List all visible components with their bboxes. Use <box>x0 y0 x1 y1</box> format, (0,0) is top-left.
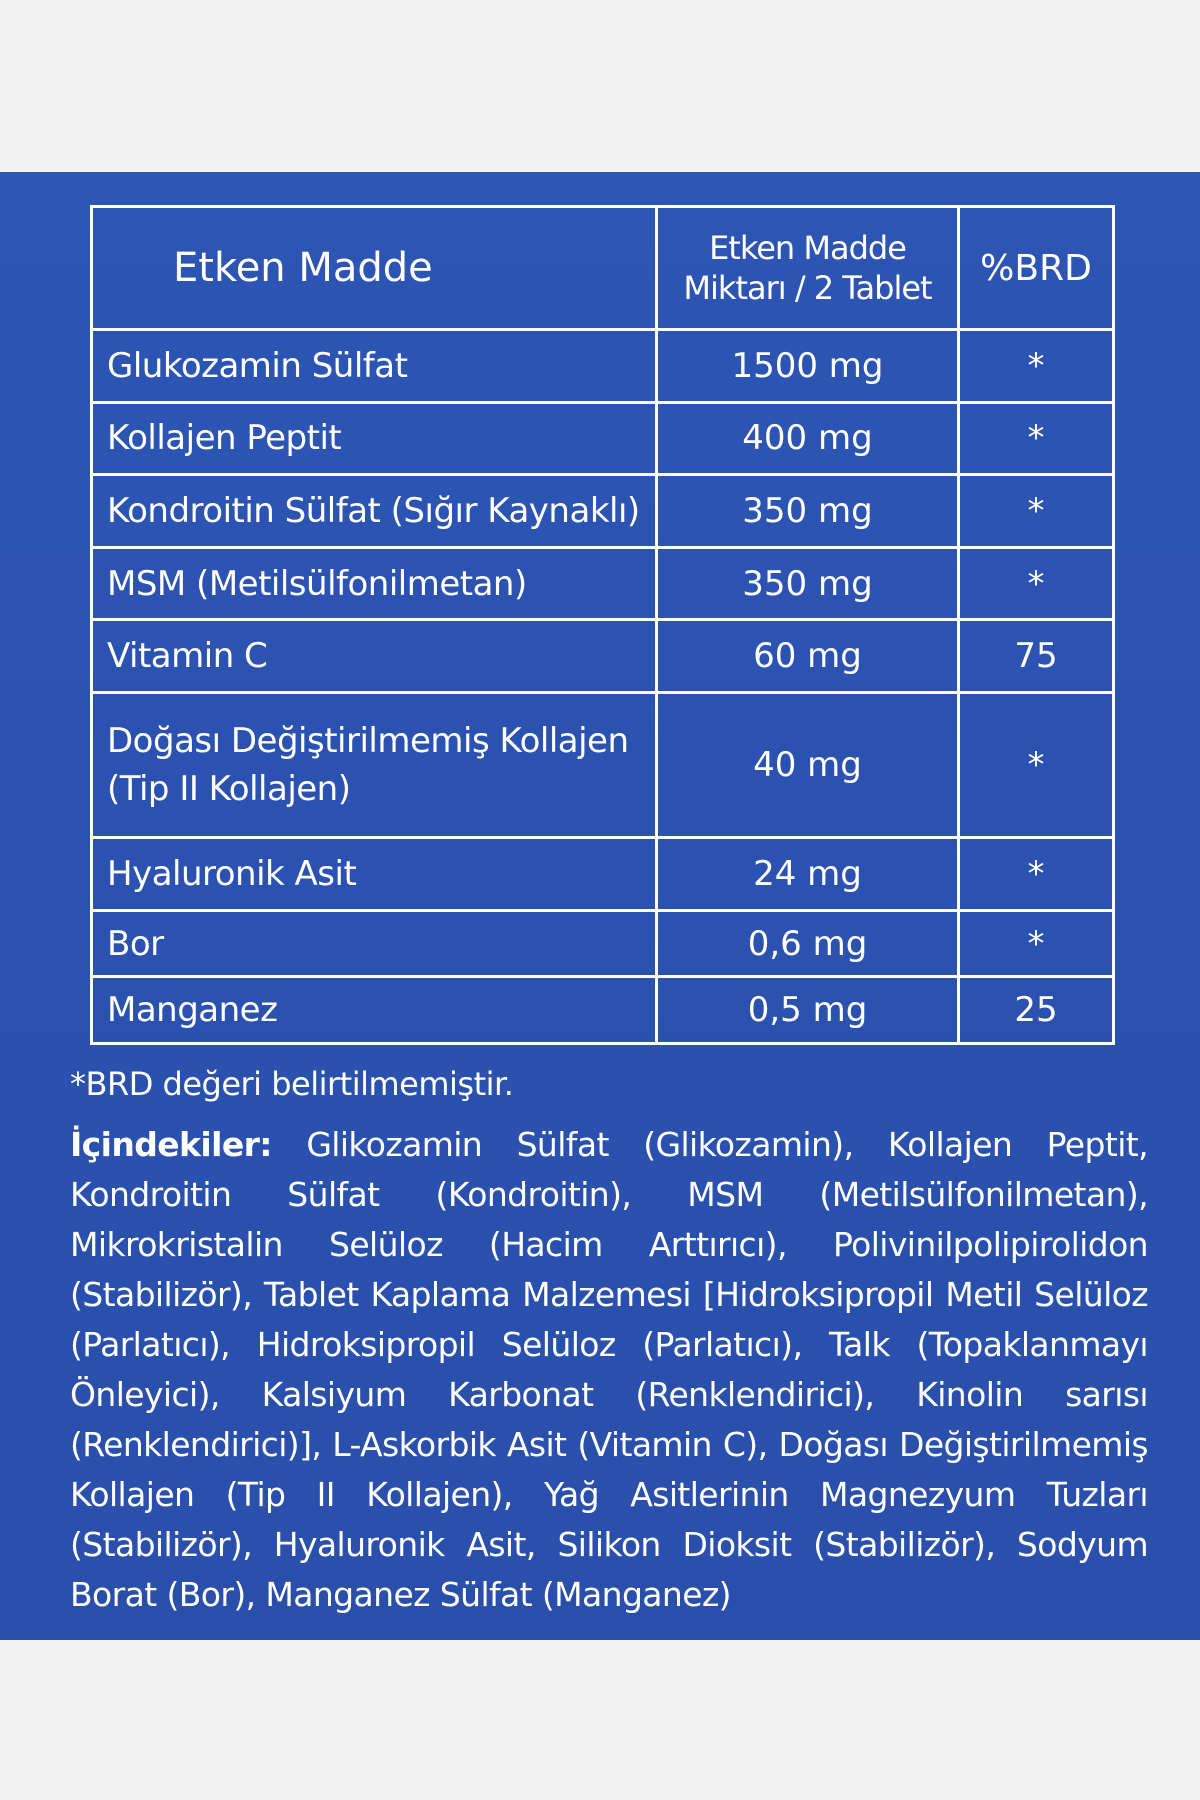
ingredient-brd: * <box>959 910 1114 977</box>
header-brd: %BRD <box>959 207 1114 330</box>
table-row <box>92 547 1114 620</box>
ingredient-name: Kondroitin Sülfat (Sığır Kaynaklı) <box>92 475 657 548</box>
table-row <box>92 475 1114 548</box>
ingredients-paragraph <box>70 1120 1148 1620</box>
table-row <box>92 692 1114 837</box>
ingredient-brd: * <box>959 547 1114 620</box>
ingredient-amount: 0,6 mg <box>657 910 959 977</box>
ingredient-name: Hyaluronik Asit <box>92 838 657 911</box>
ingredients-text: Glikozamin Sülfat (Glikozamin), Kollajen Peptit, Kondroitin Sülfat (Kondroitin), MSM (Metilsülfonilmetan), Mikrokristalin Selüloz (Hacim Arttırıcı), Polivinilpolipirolidon (Stabilizör), Tablet Kaplama Malzemesi [Hidroksipropil Metil Selüloz (Parlatıcı), Hidroksipropil Selüloz (Parlatıcı), Talk (Topaklanmayı Önleyici), Kalsiyum Karbonat (Renklendirici), Kinolin sarısı (Renklendirici)], L-Askorbik Asit (Vitamin C), Doğası Değiştirilmemiş Kollajen (Tip II Kollajen), Yağ Asitlerinin Magnezyum Tuzları (Stabilizör), Hyaluronik Asit, Silikon Dioksit (Stabilizör), Sodyum Borat (Bor), Manganez Sülfat (Manganez) <box>70 1125 1148 1614</box>
brd-footnote: *BRD değeri belirtilmemiştir. <box>70 1065 514 1103</box>
table-row <box>92 977 1114 1044</box>
table-header-row <box>92 207 1114 330</box>
ingredients-label: İçindekiler: <box>70 1125 272 1164</box>
table-row <box>92 330 1114 403</box>
table-row <box>92 838 1114 911</box>
ingredient-amount: 1500 mg <box>657 330 959 403</box>
header-ingredient: Etken Madde <box>92 207 657 330</box>
ingredient-name: Doğası Değiştirilmemiş Kollajen (Tip II Kollajen) <box>92 692 657 837</box>
ingredient-brd: * <box>959 330 1114 403</box>
ingredient-brd: * <box>959 475 1114 548</box>
ingredient-name: MSM (Metilsülfonilmetan) <box>92 547 657 620</box>
header-amount <box>657 207 959 330</box>
ingredient-brd: 25 <box>959 977 1114 1044</box>
ingredient-brd: * <box>959 402 1114 475</box>
ingredient-amount: 350 mg <box>657 475 959 548</box>
ingredient-amount: 350 mg <box>657 547 959 620</box>
table-row <box>92 910 1114 977</box>
ingredient-amount: 40 mg <box>657 692 959 837</box>
table-row <box>92 620 1114 693</box>
supplement-facts-table <box>90 205 1115 1045</box>
ingredient-brd: * <box>959 838 1114 911</box>
ingredient-amount: 400 mg <box>657 402 959 475</box>
ingredient-name: Kollajen Peptit <box>92 402 657 475</box>
ingredient-brd: * <box>959 692 1114 837</box>
ingredient-name: Bor <box>92 910 657 977</box>
ingredient-brd: 75 <box>959 620 1114 693</box>
ingredient-amount: 0,5 mg <box>657 977 959 1044</box>
ingredient-name: Manganez <box>92 977 657 1044</box>
ingredient-amount: 24 mg <box>657 838 959 911</box>
ingredient-amount: 60 mg <box>657 620 959 693</box>
header-amount-line1: Etken Madde <box>709 229 906 267</box>
header-amount-line2: Miktarı / 2 Tablet <box>683 269 932 307</box>
ingredient-name: Glukozamin Sülfat <box>92 330 657 403</box>
ingredient-name: Vitamin C <box>92 620 657 693</box>
table-row <box>92 402 1114 475</box>
